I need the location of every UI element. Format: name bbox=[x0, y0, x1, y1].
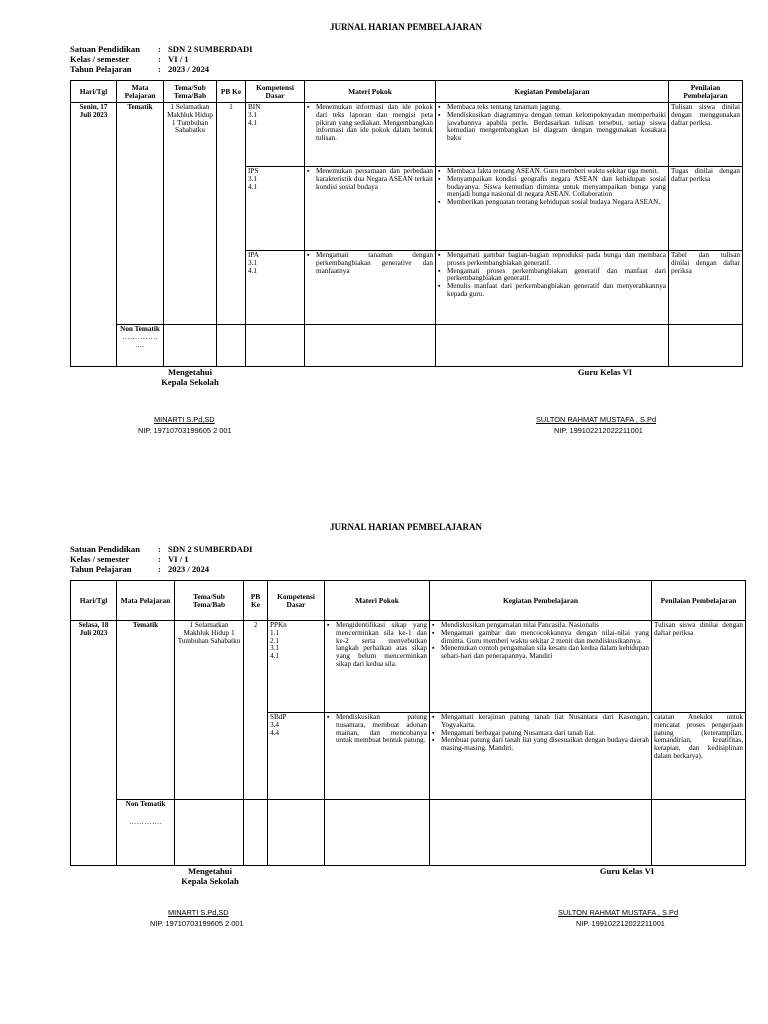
col-header: Penilaian Pembelajaran bbox=[669, 81, 743, 103]
materi-cell: ▪ Menemukan persamaan dan perbedaan karakteristik dua Negara ASEAN terkait kondisi sosial budaya bbox=[305, 167, 436, 251]
col-header: Tema/Sub Tema/Bab bbox=[175, 581, 244, 621]
info-row: Satuan Pendidikan : SDN 2 SUMBERDADI bbox=[70, 544, 253, 554]
teacher-heading: Guru Kelas VI bbox=[577, 367, 633, 377]
table-row bbox=[71, 103, 743, 167]
signature-block bbox=[70, 866, 742, 941]
penilaian-cell: Tugas dinilai dengan daftar periksa bbox=[669, 167, 743, 251]
journal-table bbox=[70, 580, 746, 866]
principal-name: MINARTI S.Pd,SD bbox=[168, 908, 229, 917]
kd-cell: IPA 3.1 4.1 bbox=[246, 251, 305, 325]
info-row: Tahun Pelajaran : 2023 / 2024 bbox=[70, 64, 210, 74]
col-header: Kompetensi Dasar bbox=[268, 581, 325, 621]
col-header: Mata Pelajaran bbox=[117, 81, 164, 103]
col-header: Materi Pokok bbox=[325, 581, 430, 621]
principal-heading: Mengetahui Kepala Sekolah bbox=[181, 866, 239, 886]
col-header: Kegiatan Pembelajaran bbox=[430, 581, 652, 621]
col-header: Mata Pelajaran bbox=[117, 581, 175, 621]
signature-block bbox=[70, 367, 742, 442]
school-info bbox=[70, 44, 742, 74]
kegiatan-cell: ▪ Mendiskusikan pengamalan nilai Pancasila. Nasionalis ▪ Mengamati gambar dan mencocokkannya dengan nilai-nilai yang diminta. Guru memberi waktu sekitar 2 menit dan mendiskusikannya. ▪ Menemukan contoh pengamalan sila kesatu dan kedua dalam kehidupan sehari-hari dan penerapannya. Mandiri bbox=[430, 621, 652, 713]
kd-cell: PPKn 1.1 2.1 3.1 4.1 bbox=[268, 621, 325, 713]
col-header: Penilaian Pembelajaran bbox=[652, 581, 746, 621]
col-header: PB Ke bbox=[244, 581, 268, 621]
journal-1 bbox=[70, 22, 742, 442]
teacher-name: SULTON RAHMAT MUSTAFA , S.Pd bbox=[536, 415, 657, 424]
school-info bbox=[70, 544, 742, 574]
col-header: PB Ke bbox=[217, 81, 246, 103]
info-row: Satuan Pendidikan : SDN 2 SUMBERDADI bbox=[70, 44, 253, 54]
penilaian-cell: Tulisan siswa dinilai dengan daftar periksa bbox=[652, 621, 746, 713]
teacher-nip: NIP. 199102212022211001 bbox=[576, 919, 665, 928]
materi-cell: ▪ Menemukan informasi dan ide pokok dari teks laporan dan mengisi peta pikiran yang sediakan. Mengembangkan informasi dan ide pokok dalam bentuk tulisan. bbox=[305, 103, 436, 167]
table-row bbox=[71, 621, 746, 713]
principal-nip: NIP. 19710703199605 2 001 bbox=[150, 919, 244, 928]
journal-title: JURNAL HARIAN PEMBELAJARAN bbox=[329, 22, 482, 32]
col-header: Hari/Tgl bbox=[71, 581, 117, 621]
materi-cell: ▪ Mengidentifikasi sikap yang mencerminkan sila ke-1 dan ke-2 serta menyebutkan langkah perbaikan atas sikap yang belum mencerminkan sikap dari kedua sila. bbox=[325, 621, 430, 713]
day-cell: Senin, 17 Juli 2023 bbox=[71, 103, 117, 367]
principal-nip: NIP. 19710703199605 2 001 bbox=[138, 426, 232, 435]
penilaian-cell: catatan Anekdot untuk mencatat proses pengerjaan patung (keterampilan, kemandirian, kreatifitas, kerapian, dan kedisiplinan dalam berkarya). bbox=[652, 713, 746, 800]
kegiatan-cell: ▪ Membaca fakta tentang ASEAN. Guru memberi waktu sekitar tiga menit. ▪ Menyampaikan kondisi geografis negara ASEAN dan kehidupan sosial budayanya. Siswa kemudian diminta untuk menyampaikan bunga yang menjadi bunga nasional di negara ASEAN. Collaboration ▪ Memberikan penguatan tentang kehidupan sosial budaya Negara ASEAN. bbox=[436, 167, 669, 251]
non-tematik-cell: Non Tematik ………….. .... bbox=[117, 325, 164, 367]
journal-2 bbox=[70, 522, 742, 941]
kegiatan-cell: ▪ Membaca teks tentang tanaman jagung. ▪ Mendiskusikan diagramnya dengan teman kelompoknyadan memperbaiki jawabannya apabila perlu. Berdasarkan tulisan tersebut, setiap siswa kemudian mengembangkan isi diagram dengan menggunakan kosakata baku bbox=[436, 103, 669, 167]
journal-title: JURNAL HARIAN PEMBELAJARAN bbox=[329, 522, 482, 532]
journal-table bbox=[70, 80, 743, 367]
info-row: Tahun Pelajaran : 2023 / 2024 bbox=[70, 564, 210, 574]
col-header: Kompetensi Dasar bbox=[246, 81, 305, 103]
teacher-name: SULTON RAHMAT MUSTAFA , S.Pd bbox=[558, 908, 679, 917]
col-header: Kegiatan Pembelajaran bbox=[436, 81, 669, 103]
kd-cell: IPS 3.1 4.1 bbox=[246, 167, 305, 251]
kegiatan-cell: ▪ Mengamati gambar bagian-bagian reproduksi pada bunga dan membaca proses perkembangbiakan generatif. ▪ Mengamati proses perkembangbiakan generatif dan manfaat dari perkembangbiakan generatif. ▪ Menulis manfaat dari perkembangbiakan generatif dan menyerahkannya kepada guru. bbox=[436, 251, 669, 325]
non-tematik-cell: Non Tematik …………. bbox=[117, 800, 175, 866]
table-row bbox=[71, 325, 743, 367]
materi-cell: ▪ Mengamati tanaman dengan perkembangbiakan generative dan manfaatnya bbox=[305, 251, 436, 325]
penilaian-cell: Tulisan siswa dinilai dengan menggunakan daftar periksa. bbox=[669, 103, 743, 167]
col-header: Materi Pokok bbox=[305, 81, 436, 103]
principal-name: MINARTI S.Pd,SD bbox=[154, 415, 215, 424]
subject-cell: Tematik bbox=[117, 621, 175, 800]
kd-cell: SBdP 3.4 4.4 bbox=[268, 713, 325, 800]
kd-cell: BIN 3.1 4.1 bbox=[246, 103, 305, 167]
kegiatan-cell: ▪ Mengamati kerajinan patung tanah liat Nusantara dari Kasongan, Yogyakarta. ▪ Mengamati berbagai patung Nusantara dari tanah liat. ▪ Membuat patung dari tanah liat yang disesuaikan dengan budaya daerah masing-masing. Mandiri. bbox=[430, 713, 652, 800]
principal-heading: Mengetahui Kepala Sekolah bbox=[161, 367, 219, 387]
col-header: Tema/Sub Tema/Bab bbox=[164, 81, 217, 103]
penilaian-cell: Tabel dan tulisan dinilai dengan daftar periksa bbox=[669, 251, 743, 325]
day-cell: Selasa, 18 Juli 2023 bbox=[71, 621, 117, 866]
teacher-nip: NIP. 199102212022211001 bbox=[554, 426, 643, 435]
teacher-heading: Guru Kelas VI bbox=[599, 866, 655, 876]
theme-cell: 1 Selamatkan Makhluk Hidup 1 Tumbuhan Sahabatku bbox=[164, 103, 217, 325]
info-row: Kelas / semester : VI / 1 bbox=[70, 554, 189, 564]
info-row: Kelas / semester : VI / 1 bbox=[70, 54, 189, 64]
table-header-row bbox=[71, 81, 743, 103]
pb-cell: 1 bbox=[217, 103, 246, 325]
table-row bbox=[71, 800, 746, 866]
col-header: Hari/Tgl bbox=[71, 81, 117, 103]
pb-cell: 2 bbox=[244, 621, 268, 800]
theme-cell: 1 Selamatkan Makhluk Hidup 1 Tumbuhan Sahabatku bbox=[175, 621, 244, 800]
materi-cell: ▪ Mendiskusikan patung nusantara, membuat adonan mainan, dan mencobanya untuk membuat bentuk patung. bbox=[325, 713, 430, 800]
table-header-row bbox=[71, 581, 746, 621]
subject-cell: Tematik bbox=[117, 103, 164, 325]
